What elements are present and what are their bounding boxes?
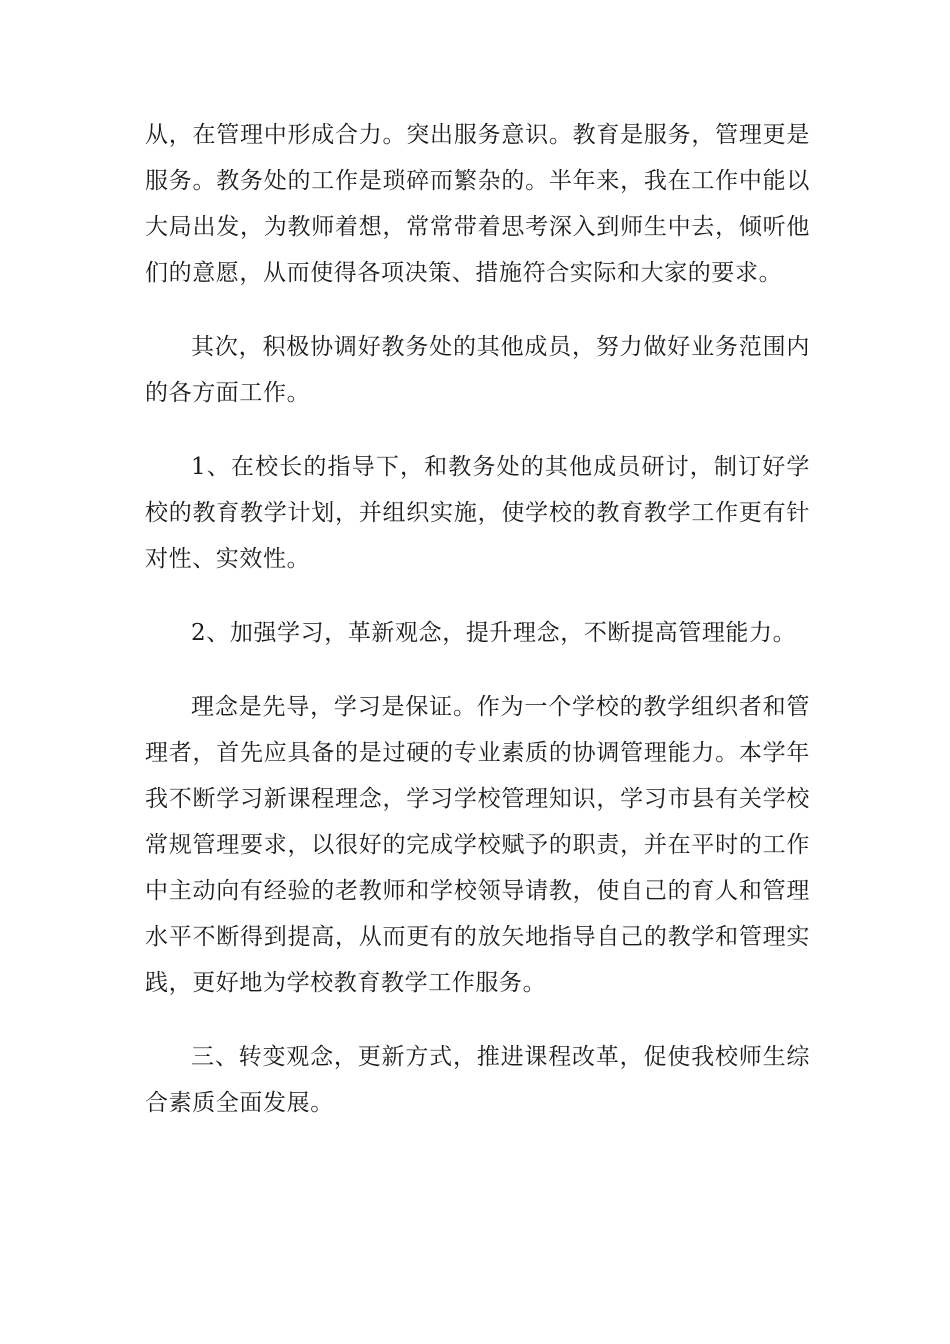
paragraph-coordination: 其次，积极协调好教务处的其他成员，努力做好业务范围内的各方面工作。	[145, 334, 810, 406]
paragraph-section-3-heading: 三、转变观念，更新方式，推进课程改革，促使我校师生综合素质全面发展。	[145, 1044, 810, 1116]
paragraph-item-2: 2、加强学习，革新观念，提升理念，不断提高管理能力。	[191, 620, 797, 646]
document-body	[145, 112, 810, 1154]
paragraph-item-1: 1、在校长的指导下，和教务处的其他成员研讨，制订好学校的教育教学计划，并组织实施，使学校的教育教学工作更有针对性、实效性。	[145, 454, 810, 572]
paragraph-learning: 理念是先导，学习是保证。作为一个学校的教学组织者和管理者，首先应具备的是过硬的专业素质的协调管理能力。本学年我不断学习新课程理念，学习学校管理知识，学习市县有关学校常规管理要求，以很好的完成学校赋予的职责，并在平时的工作中主动向有经验的老教师和学校领导请教，使自己的育人和管理水平不断得到提高，从而更有的放矢地指导自己的教学和管理实践，更好地为学校教育教学工作服务。	[145, 694, 810, 996]
paragraph-continuation: 从，在管理中形成合力。突出服务意识。教育是服务，管理更是服务。教务处的工作是琐碎而繁杂的。半年来，我在工作中能以大局出发，为教师着想，常常带着思考深入到师生中去，倾听他们的意愿，从而使得各项决策、措施符合实际和大家的要求。	[145, 122, 810, 286]
